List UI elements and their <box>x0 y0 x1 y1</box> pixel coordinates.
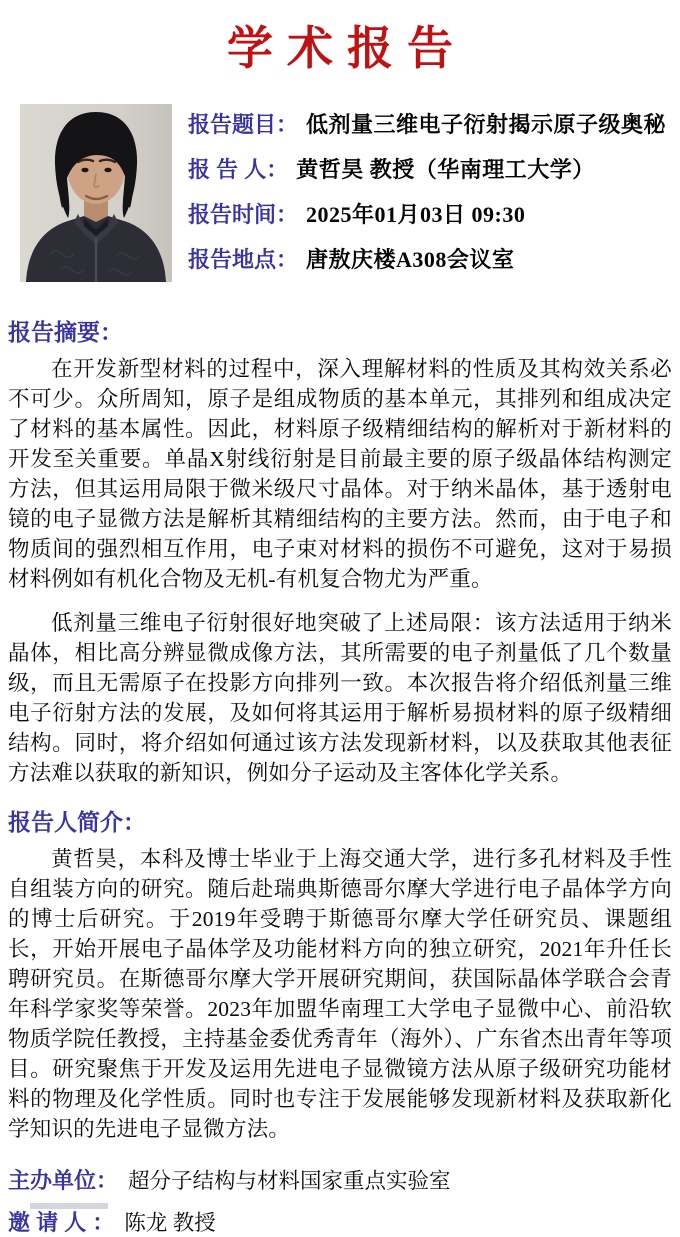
speaker-value: 黄哲昊 教授（华南理工大学） <box>296 157 595 182</box>
info-row-time <box>188 198 666 229</box>
organizer-row <box>0 1164 680 1195</box>
location-value: 唐敖庆楼A308会议室 <box>306 247 515 272</box>
bottom-artifact-bar <box>30 1203 108 1209</box>
speaker-photo <box>20 104 172 282</box>
topic-value: 低剂量三维电子衍射揭示原子级奥秘 <box>306 112 667 137</box>
info-rows <box>188 104 666 284</box>
abstract-paragraph-1: 在开发新型材料的过程中，深入理解材料的性质及其构效关系必不可少。众所周知，原子是组成物质的基本单元，其排列和组成决定了材料的基本属性。因此，材料原子级精细结构的解析对于新材料的开发至关重要。单晶X射线衍射是目前最主要的原子级晶体结构测定方法，但其运用局限于微米级尺寸晶体。对于纳米晶体，基于透射电镜的电子显微方法是解析其精细结构的主要方法。然而，由于电子和物质间的强烈相互作用，电子束对材料的损伤不可避免，这对于易损材料例如有机化合物及无机-有机复合物尤为严重。 <box>8 357 672 591</box>
time-value: 2025年01月03日 09:30 <box>306 202 526 227</box>
info-row-topic <box>188 108 666 139</box>
info-row-speaker <box>188 153 666 184</box>
info-row-location <box>188 243 666 274</box>
time-label: 报告时间： <box>188 202 299 227</box>
speaker-info-section <box>0 104 680 284</box>
organizer-label: 主办单位： <box>8 1168 119 1193</box>
bio-paragraph: 黄哲昊，本科及博士毕业于上海交通大学，进行多孔材料及手性自组装方向的研究。随后赴瑞典斯德哥尔摩大学进行电子晶体学方向的博士后研究。于2019年受聘于斯德哥尔摩大学任研究员、课题组长，开始开展电子晶体学及功能材料方向的独立研究，2021年升任长聘研究员。在斯德哥尔摩大学开展研究期间，获国际晶体学联合会青年科学家奖等荣誉。2023年加盟华南理工大学电子显微中心、前沿软物质学院任教授，主持基金委优秀青年（海外）、广东省杰出青年等项目。研究聚焦于开发及运用先进电子显微镜方法从原子级研究功能材料的物理及化学性质。同时也专注于发展能够发现新材料及获取新化学知识的先进电子显微方法。 <box>8 847 672 1141</box>
inviter-label: 邀 请 人 ： <box>8 1210 115 1235</box>
abstract-section <box>0 314 680 788</box>
inviter-row <box>0 1206 680 1237</box>
bio-heading: 报告人简介： <box>8 809 146 835</box>
speaker-label: 报 告 人： <box>188 157 289 182</box>
speaker-portrait-illustration <box>20 104 172 282</box>
page-title: 学术报告 <box>227 23 467 74</box>
organizer-value: 超分子结构与材料国家重点实验室 <box>128 1169 451 1193</box>
location-label: 报告地点： <box>188 247 299 272</box>
abstract-paragraph-2: 低剂量三维电子衍射很好地突破了上述局限：该方法适用于纳米晶体，相比高分辨显微成像方法，其所需要的电子剂量低了几个数量级，而且无需原子在投影方向排列一致。本次报告将介绍低剂量三维电子衍射方法的发展，及如何将其运用于解析易损材料的原子级精细结构。同时，将介绍如何通过该方法发现新材料，以及获取其他表征方法难以获取的新知识，例如分子运动及主客体化学关系。 <box>8 611 672 785</box>
inviter-value: 陈龙 教授 <box>124 1211 216 1235</box>
topic-label: 报告题目： <box>188 112 299 137</box>
abstract-heading: 报告摘要： <box>8 319 123 345</box>
bio-section <box>0 804 680 1144</box>
